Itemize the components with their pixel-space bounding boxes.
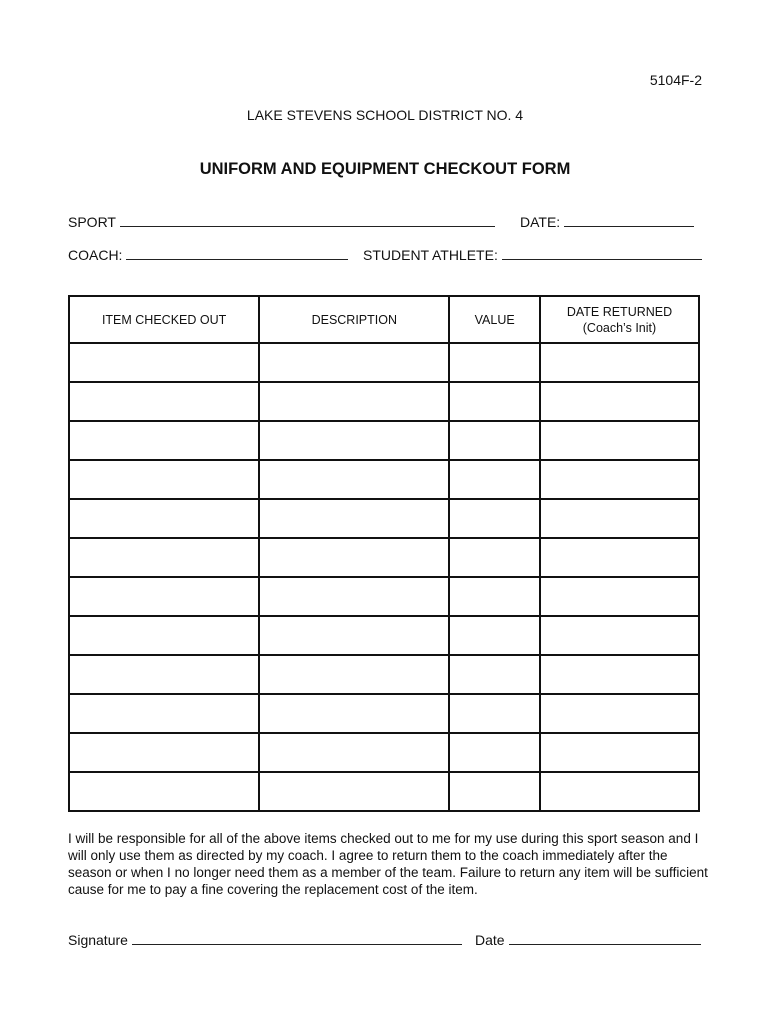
- value-cell[interactable]: [449, 421, 540, 460]
- date-returned-cell[interactable]: [540, 382, 699, 421]
- signature-field[interactable]: [68, 930, 462, 948]
- date-returned-cell[interactable]: [540, 772, 699, 811]
- item-cell[interactable]: [69, 694, 259, 733]
- table-row: [69, 460, 699, 499]
- student-athlete-field[interactable]: [363, 245, 702, 263]
- table-row: [69, 616, 699, 655]
- value-cell[interactable]: [449, 772, 540, 811]
- date-returned-cell[interactable]: [540, 499, 699, 538]
- item-cell[interactable]: [69, 733, 259, 772]
- header-description: DESCRIPTION: [259, 296, 449, 343]
- header-date-returned-label: DATE RETURNED: [566, 304, 673, 319]
- student-athlete-input-line[interactable]: [502, 245, 702, 260]
- item-cell[interactable]: [69, 616, 259, 655]
- value-cell[interactable]: [449, 577, 540, 616]
- responsibility-statement: I will be responsible for all of the above items checked out to me for my use during this sport season and I will only use them as directed by my coach. I agree to return them to the coach immediately after the season or when I no longer need them as a member of the team. Failure to return any item will be sufficient cause for me to pay a fine covering the replacement cost of the item.: [68, 831, 708, 897]
- value-cell[interactable]: [449, 694, 540, 733]
- date-returned-cell[interactable]: [540, 460, 699, 499]
- date-returned-cell[interactable]: [540, 733, 699, 772]
- item-cell[interactable]: [69, 655, 259, 694]
- value-cell[interactable]: [449, 616, 540, 655]
- date-returned-cell[interactable]: [540, 538, 699, 577]
- date-field[interactable]: [520, 212, 694, 230]
- table-header-row: [69, 296, 699, 343]
- description-cell[interactable]: [259, 772, 449, 811]
- date-returned-cell[interactable]: [540, 694, 699, 733]
- item-cell[interactable]: [69, 499, 259, 538]
- sport-label: SPORT: [68, 214, 116, 230]
- coach-input-line[interactable]: [126, 245, 348, 260]
- date-returned-cell[interactable]: [540, 655, 699, 694]
- signature-label: Signature: [68, 932, 128, 948]
- value-cell[interactable]: [449, 343, 540, 382]
- checkout-table: [68, 295, 700, 812]
- date-input-line[interactable]: [564, 212, 694, 227]
- coach-label: COACH:: [68, 247, 123, 263]
- description-cell[interactable]: [259, 616, 449, 655]
- description-cell[interactable]: [259, 538, 449, 577]
- value-cell[interactable]: [449, 655, 540, 694]
- sport-field[interactable]: [68, 212, 495, 230]
- table-row: [69, 343, 699, 382]
- item-cell[interactable]: [69, 343, 259, 382]
- table-row: [69, 577, 699, 616]
- description-cell[interactable]: [259, 343, 449, 382]
- description-cell[interactable]: [259, 655, 449, 694]
- item-cell[interactable]: [69, 382, 259, 421]
- table-row: [69, 538, 699, 577]
- date-returned-cell[interactable]: [540, 421, 699, 460]
- signature-date-label: Date: [475, 932, 505, 948]
- description-cell[interactable]: [259, 460, 449, 499]
- table-row: [69, 382, 699, 421]
- description-cell[interactable]: [259, 694, 449, 733]
- item-cell[interactable]: [69, 772, 259, 811]
- item-cell[interactable]: [69, 460, 259, 499]
- table-row: [69, 694, 699, 733]
- table-row: [69, 499, 699, 538]
- page-title: UNIFORM AND EQUIPMENT CHECKOUT FORM: [199, 160, 571, 178]
- signature-date-field[interactable]: [475, 930, 701, 948]
- district-name: LAKE STEVENS SCHOOL DISTRICT NO. 4: [246, 107, 524, 123]
- date-returned-cell[interactable]: [540, 577, 699, 616]
- date-returned-cell[interactable]: [540, 343, 699, 382]
- value-cell[interactable]: [449, 460, 540, 499]
- date-label: DATE:: [520, 214, 561, 230]
- form-number: 5104F-2: [649, 72, 702, 88]
- description-cell[interactable]: [259, 733, 449, 772]
- table-row: [69, 421, 699, 460]
- table-row: [69, 655, 699, 694]
- value-cell[interactable]: [449, 733, 540, 772]
- table-body: [69, 343, 699, 811]
- sport-input-line[interactable]: [120, 212, 495, 227]
- value-cell[interactable]: [449, 499, 540, 538]
- header-value: VALUE: [449, 296, 540, 343]
- value-cell[interactable]: [449, 382, 540, 421]
- item-cell[interactable]: [69, 538, 259, 577]
- header-date-returned: [540, 296, 699, 343]
- student-athlete-label: STUDENT ATHLETE:: [363, 247, 498, 263]
- header-coach-init-label: (Coach’s Init): [582, 320, 657, 335]
- date-returned-cell[interactable]: [540, 616, 699, 655]
- description-cell[interactable]: [259, 382, 449, 421]
- description-cell[interactable]: [259, 577, 449, 616]
- value-cell[interactable]: [449, 538, 540, 577]
- item-cell[interactable]: [69, 421, 259, 460]
- coach-field[interactable]: [68, 245, 348, 263]
- table-row: [69, 772, 699, 811]
- header-item-checked-out: ITEM CHECKED OUT: [69, 296, 259, 343]
- description-cell[interactable]: [259, 421, 449, 460]
- signature-date-input-line[interactable]: [509, 930, 701, 945]
- table-row: [69, 733, 699, 772]
- item-cell[interactable]: [69, 577, 259, 616]
- description-cell[interactable]: [259, 499, 449, 538]
- signature-input-line[interactable]: [132, 930, 462, 945]
